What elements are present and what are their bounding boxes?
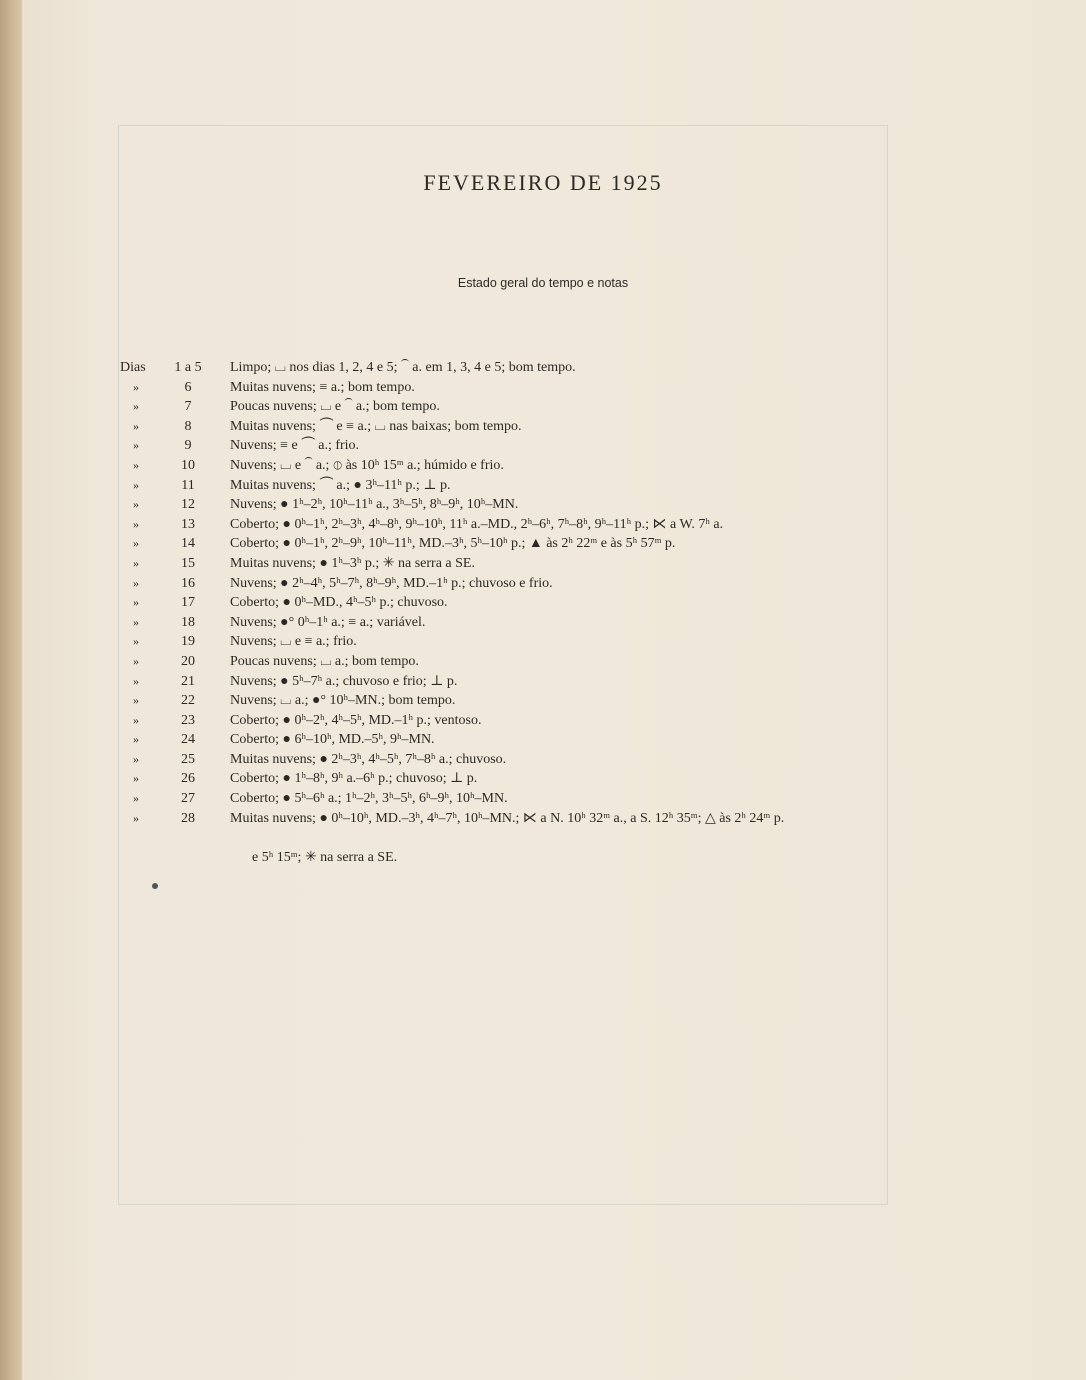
day-number: 18 bbox=[181, 614, 195, 630]
ditto-mark: » bbox=[133, 614, 139, 629]
list-item bbox=[0, 632, 1086, 652]
day-number: 7 bbox=[184, 399, 192, 415]
weather-note: Nuvens; ● 5ʰ–7ʰ a.; chuvoso e frio; ⊥ p. bbox=[230, 673, 458, 689]
weather-note: Muitas nuvens; ● 1ʰ–3ʰ p.; ✳ na serra a SE. bbox=[230, 555, 475, 571]
ditto-mark: » bbox=[133, 653, 139, 668]
day-number: 28 bbox=[181, 810, 195, 826]
list-item bbox=[0, 613, 1086, 633]
weather-note: Muitas nuvens; ● 2ʰ–3ʰ, 4ʰ–5ʰ, 7ʰ–8ʰ a.; chuvoso. bbox=[230, 751, 507, 767]
list-item bbox=[0, 495, 1086, 515]
weather-note-continued: e 5ʰ 15ᵐ; ✳ na serra a SE. bbox=[252, 849, 398, 865]
day-number: 15 bbox=[181, 555, 195, 571]
ditto-mark: » bbox=[133, 751, 139, 766]
ditto-mark: » bbox=[133, 418, 139, 433]
page-title: FEVEREIRO DE 1925 bbox=[423, 170, 663, 195]
ditto-mark: » bbox=[133, 771, 139, 786]
ditto-mark: » bbox=[133, 379, 139, 394]
day-number: 12 bbox=[181, 497, 195, 513]
list-item bbox=[0, 652, 1086, 672]
day-number: 27 bbox=[181, 791, 195, 807]
day-number: 16 bbox=[181, 575, 195, 591]
list-item bbox=[0, 358, 1086, 378]
days-column-label: Dias bbox=[120, 360, 146, 375]
weather-note: Coberto; ● 1ʰ–8ʰ, 9ʰ a.–6ʰ p.; chuvoso; ⊥ p. bbox=[230, 771, 478, 787]
weather-note: Nuvens; ⌴ e ⏜ a.; ⦶ às 10ʰ 15ᵐ a.; húmido e frio. bbox=[230, 457, 504, 473]
ditto-mark: » bbox=[133, 732, 139, 747]
list-item bbox=[0, 476, 1086, 496]
day-number: 8 bbox=[184, 418, 192, 434]
ditto-mark: » bbox=[133, 693, 139, 708]
day-number: 25 bbox=[181, 751, 195, 767]
ditto-mark: » bbox=[133, 555, 139, 570]
list-item bbox=[0, 534, 1086, 554]
weather-note: Poucas nuvens; ⌴ a.; bom tempo. bbox=[230, 653, 419, 669]
list-item bbox=[0, 456, 1086, 476]
ink-speck bbox=[152, 883, 158, 889]
weather-note: Coberto; ● 0ʰ–2ʰ, 4ʰ–5ʰ, MD.–1ʰ p.; ventoso. bbox=[230, 712, 482, 728]
list-item bbox=[0, 554, 1086, 574]
ditto-mark: » bbox=[133, 673, 139, 688]
ditto-mark: » bbox=[133, 457, 139, 472]
continuation-line bbox=[0, 848, 1086, 868]
list-item bbox=[0, 436, 1086, 456]
ditto-mark: » bbox=[133, 791, 139, 806]
list-item bbox=[0, 691, 1086, 711]
weather-note: Nuvens; ⌴ e ≡ a.; frio. bbox=[230, 634, 357, 650]
list-item bbox=[0, 417, 1086, 437]
list-item bbox=[0, 730, 1086, 750]
list-item bbox=[0, 789, 1086, 809]
day-number: 9 bbox=[184, 438, 192, 454]
day-number: 1 a 5 bbox=[174, 360, 202, 375]
weather-note: Coberto; ● 6ʰ–10ʰ, MD.–5ʰ, 9ʰ–MN. bbox=[230, 732, 435, 748]
ditto-mark: » bbox=[133, 595, 139, 610]
weather-note: Limpo; ⌴ nos dias 1, 2, 4 e 5; ⏜ a. em 1, 3, 4 e 5; bom tempo. bbox=[230, 360, 576, 375]
list-item bbox=[0, 809, 1086, 829]
day-number: 24 bbox=[181, 732, 195, 748]
day-number: 14 bbox=[181, 536, 195, 552]
ditto-mark: » bbox=[133, 438, 139, 453]
ditto-mark: » bbox=[133, 497, 139, 512]
list-item bbox=[0, 750, 1086, 770]
day-number: 17 bbox=[181, 595, 195, 611]
list-item bbox=[0, 515, 1086, 535]
ditto-mark: » bbox=[133, 634, 139, 649]
ditto-mark: » bbox=[133, 712, 139, 727]
ditto-mark: » bbox=[133, 575, 139, 590]
day-number: 6 bbox=[184, 379, 192, 395]
weather-note: Nuvens; ⌴ a.; ●° 10ʰ–MN.; bom tempo. bbox=[230, 693, 456, 709]
weather-note: Nuvens; ≡ e ⏜ a.; frio. bbox=[230, 438, 360, 454]
day-number: 22 bbox=[181, 693, 195, 709]
weather-note: Muitas nuvens; ⏜ e ≡ a.; ⌴ nas baixas; bom tempo. bbox=[230, 418, 522, 434]
list-item bbox=[0, 672, 1086, 692]
list-item bbox=[0, 828, 1086, 848]
weather-note: Coberto; ● 0ʰ–1ʰ, 2ʰ–3ʰ, 4ʰ–8ʰ, 9ʰ–10ʰ, 11ʰ a.–MD., 2ʰ–6ʰ, 7ʰ–8ʰ, 9ʰ–11ʰ p.; ⋉ a W. 7ʰ a. bbox=[230, 516, 724, 532]
weather-note: Nuvens; ● 2ʰ–4ʰ, 5ʰ–7ʰ, 8ʰ–9ʰ, MD.–1ʰ p.; chuvoso e frio. bbox=[230, 575, 553, 591]
day-number: 26 bbox=[181, 771, 195, 787]
ditto-mark: » bbox=[133, 810, 139, 825]
day-number: 13 bbox=[181, 516, 195, 532]
page-subtitle: Estado geral do tempo e notas bbox=[457, 276, 629, 290]
day-number: 19 bbox=[181, 634, 195, 650]
list-item bbox=[0, 378, 1086, 398]
weather-note: Coberto; ● 0ʰ–1ʰ, 2ʰ–9ʰ, 10ʰ–11ʰ, MD.–3ʰ, 5ʰ–10ʰ p.; ▲ às 2ʰ 22ᵐ e às 5ʰ 57ᵐ p. bbox=[230, 536, 676, 552]
list-item bbox=[0, 397, 1086, 417]
ditto-mark: » bbox=[133, 477, 139, 492]
ditto-mark: » bbox=[133, 516, 139, 531]
ditto-mark: » bbox=[133, 536, 139, 551]
weather-note: Coberto; ● 5ʰ–6ʰ a.; 1ʰ–2ʰ, 3ʰ–5ʰ, 6ʰ–9ʰ, 10ʰ–MN. bbox=[230, 791, 508, 807]
weather-note: Nuvens; ● 1ʰ–2ʰ, 10ʰ–11ʰ a., 3ʰ–5ʰ, 8ʰ–9ʰ, 10ʰ–MN. bbox=[230, 497, 519, 513]
weather-note: Muitas nuvens; ● 0ʰ–10ʰ, MD.–3ʰ, 4ʰ–7ʰ, 10ʰ–MN.; ⋉ a N. 10ʰ 32ᵐ a., a S. 12ʰ 35ᵐ; △ às 2ʰ 24ᵐ p. bbox=[230, 810, 785, 826]
weather-notes-list bbox=[0, 358, 1086, 868]
weather-note: Coberto; ● 0ʰ–MD., 4ʰ–5ʰ p.; chuvoso. bbox=[230, 595, 448, 611]
list-item bbox=[0, 711, 1086, 731]
weather-note: Nuvens; ●° 0ʰ–1ʰ a.; ≡ a.; variável. bbox=[230, 614, 426, 630]
weather-note: Muitas nuvens; ⏜ a.; ● 3ʰ–11ʰ p.; ⊥ p. bbox=[230, 477, 451, 493]
weather-note: Poucas nuvens; ⌴ e ⏜ a.; bom tempo. bbox=[230, 399, 440, 415]
day-number: 20 bbox=[181, 653, 195, 669]
day-number: 11 bbox=[181, 477, 195, 493]
list-item bbox=[0, 769, 1086, 789]
list-item bbox=[0, 574, 1086, 594]
ditto-mark: » bbox=[133, 399, 139, 414]
weather-note: Muitas nuvens; ≡ a.; bom tempo. bbox=[230, 379, 415, 395]
day-number: 23 bbox=[181, 712, 195, 728]
day-number: 21 bbox=[181, 673, 195, 689]
list-item bbox=[0, 593, 1086, 613]
day-number: 10 bbox=[181, 457, 195, 473]
